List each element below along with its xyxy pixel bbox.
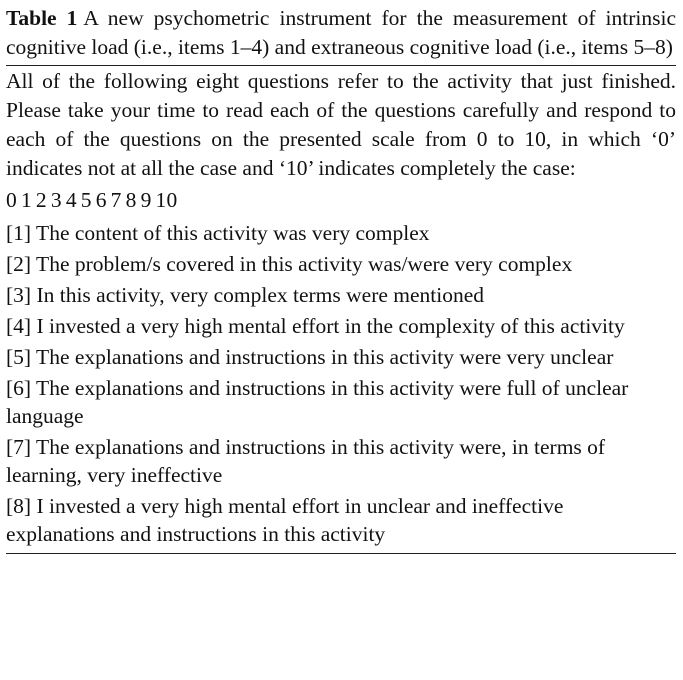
scale-value: 9 <box>140 188 152 212</box>
scale-value: 6 <box>95 188 107 212</box>
questionnaire-item: [6] The explanations and instructions in this activity were full of unclear language <box>6 376 629 428</box>
questionnaire-item: [2] The problem/s covered in this activity was/were very complex <box>6 252 573 276</box>
table-caption-text: A new psychometric instrument for the measurement of intrinsic cognitive load (i.e., items 1–4) and extraneous cognitive load (i.e., items 5–8) <box>6 6 676 59</box>
table-label: Table 1 <box>6 6 78 30</box>
response-scale <box>6 186 676 215</box>
questionnaire-item: [5] The explanations and instructions in this activity were very unclear <box>6 345 614 369</box>
scale-value: 2 <box>35 188 47 212</box>
questionnaire-item: [4] I invested a very high mental effort in the complexity of this activity <box>6 314 625 338</box>
instructions-text: All of the following eight questions refer to the activity that just finished. Please take your time to read each of the questions carefully and respond to each of the questions on the presented scale from 0 to 10, in which ‘0’ indicates not at all the case and ‘10’ indicates completely the case: <box>6 69 676 180</box>
scale-value: 1 <box>20 188 32 212</box>
table-caption <box>6 4 676 65</box>
table-body <box>6 66 676 548</box>
questionnaire-item: [7] The explanations and instructions in this activity were, in terms of learning, very ineffective <box>6 435 606 487</box>
scale-value: 8 <box>125 188 137 212</box>
bottom-rule <box>6 553 676 554</box>
questionnaire-item: [1] The content of this activity was very complex <box>6 221 430 245</box>
scale-value: 0 <box>6 188 17 212</box>
scale-value: 10 <box>155 188 178 212</box>
scale-value: 7 <box>110 188 122 212</box>
scale-value: 3 <box>50 188 62 212</box>
questionnaire-item: [8] I invested a very high mental effort in unclear and ineffective explanations and instructions in this activity <box>6 494 564 546</box>
scale-value: 5 <box>80 188 92 212</box>
table-1 <box>6 4 676 554</box>
questionnaire-item: [3] In this activity, very complex terms were mentioned <box>6 283 485 307</box>
scale-value: 4 <box>65 188 77 212</box>
